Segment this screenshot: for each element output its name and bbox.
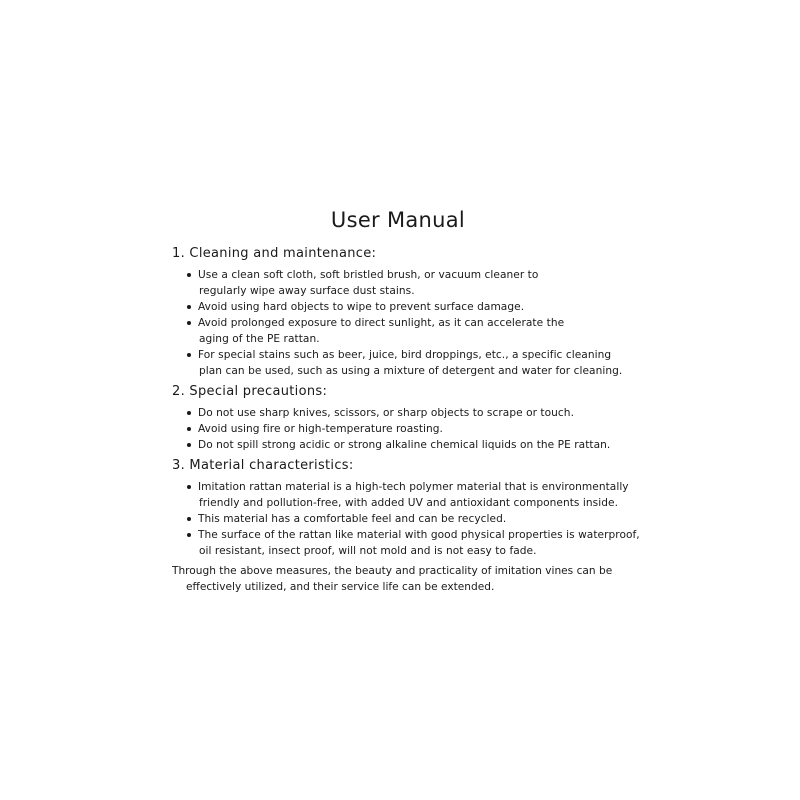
item-line: Avoid using hard objects to wipe to prevent surface damage. bbox=[198, 301, 525, 313]
bullet-icon bbox=[187, 411, 191, 415]
list-item bbox=[186, 511, 652, 527]
bullet-icon bbox=[187, 273, 191, 277]
page-title: User Manual bbox=[330, 208, 466, 232]
item-line: For special stains such as beer, juice, bird droppings, etc., a specific cleaning bbox=[198, 349, 612, 361]
bullet-icon bbox=[187, 533, 191, 537]
item-line: plan can be used, such as using a mixture of detergent and water for cleaning. bbox=[199, 365, 623, 377]
section-precautions bbox=[172, 383, 652, 453]
list-item bbox=[186, 527, 652, 559]
section-material bbox=[172, 457, 652, 559]
bullet-icon bbox=[187, 305, 191, 309]
item-line: friendly and pollution-free, with added UV and antioxidant components inside. bbox=[199, 497, 618, 509]
item-line: The surface of the rattan like material with good physical properties is waterproof, bbox=[198, 529, 640, 541]
bullet-list bbox=[172, 405, 652, 453]
bullet-list bbox=[172, 267, 652, 379]
bullet-icon bbox=[187, 443, 191, 447]
summary-line: Through the above measures, the beauty and practicality of imitation vines can be bbox=[172, 565, 613, 577]
list-item bbox=[186, 421, 652, 437]
list-item bbox=[186, 347, 652, 379]
list-item bbox=[186, 479, 652, 511]
section-heading: 2. Special precautions: bbox=[172, 384, 328, 399]
item-line: regularly wipe away surface dust stains. bbox=[199, 285, 415, 297]
summary-line: effectively utilized, and their service life can be extended. bbox=[186, 581, 495, 593]
list-item bbox=[186, 315, 652, 347]
bullet-icon bbox=[187, 321, 191, 325]
user-manual bbox=[172, 206, 652, 595]
item-line: Do not use sharp knives, scissors, or sharp objects to scrape or touch. bbox=[198, 407, 574, 419]
bullet-icon bbox=[187, 353, 191, 357]
bullet-icon bbox=[187, 517, 191, 521]
bullet-list bbox=[172, 479, 652, 559]
item-line: aging of the PE rattan. bbox=[199, 333, 320, 345]
item-line: oil resistant, insect proof, will not mold and is not easy to fade. bbox=[199, 545, 537, 557]
item-line: Avoid prolonged exposure to direct sunlight, as it can accelerate the bbox=[198, 317, 565, 329]
item-line: Imitation rattan material is a high-tech polymer material that is environmentally bbox=[198, 481, 629, 493]
summary-paragraph bbox=[172, 563, 652, 595]
item-line: Avoid using fire or high-temperature roasting. bbox=[198, 423, 443, 435]
item-line: This material has a comfortable feel and can be recycled. bbox=[198, 513, 507, 525]
section-heading: 1. Cleaning and maintenance: bbox=[172, 246, 377, 261]
item-line: Do not spill strong acidic or strong alkaline chemical liquids on the PE rattan. bbox=[198, 439, 611, 451]
list-item bbox=[186, 405, 652, 421]
list-item bbox=[186, 299, 652, 315]
section-heading: 3. Material characteristics: bbox=[172, 458, 354, 473]
list-item bbox=[186, 267, 652, 299]
section-cleaning bbox=[172, 245, 652, 379]
bullet-icon bbox=[187, 485, 191, 489]
item-line: Use a clean soft cloth, soft bristled brush, or vacuum cleaner to bbox=[198, 269, 539, 281]
list-item bbox=[186, 437, 652, 453]
bullet-icon bbox=[187, 427, 191, 431]
